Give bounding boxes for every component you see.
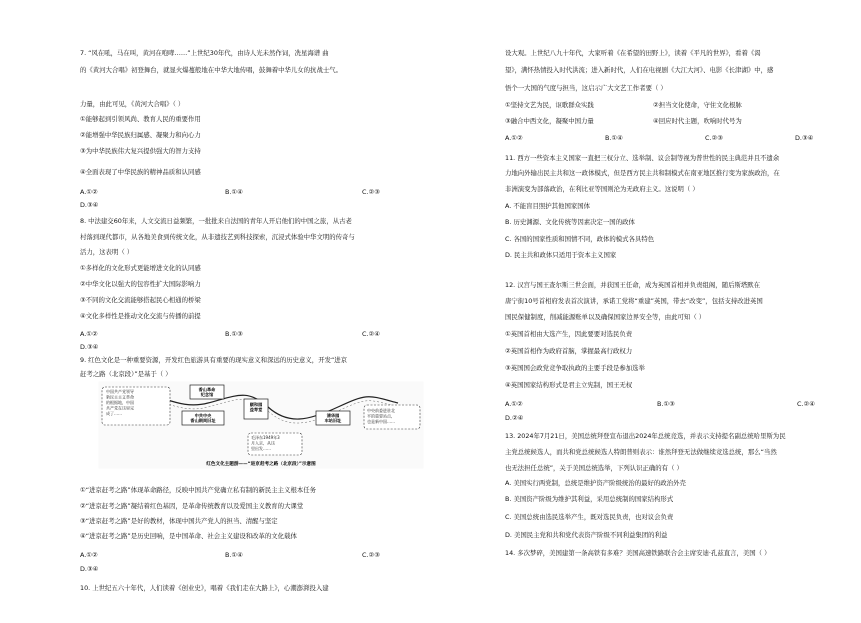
q10-option-d: D.③④ — [795, 134, 814, 142]
svg-text:颐和园益寿堂: 颐和园益寿堂 — [249, 402, 263, 412]
q12-item-4: ④英国国家结构形式是君主立宪制，国王无权 — [505, 381, 633, 389]
q10-option-a: A.①② — [505, 134, 523, 142]
q9-option-c: C.②③ — [362, 551, 380, 559]
q10-item-3: ③融合中西文化，凝聚中国力量 — [505, 117, 594, 125]
q9-item-4: ④“进京赶考之路”是历史回响，是中国革命、社会主义建设和改革的文化载体 — [80, 532, 297, 540]
q13-option-d: D. 美国民主党和共和党代表资产阶级不同利益集团的利益 — [505, 531, 668, 539]
q8-stem-2: 村落到现代都市，从各地美食到传统文化，从非遗技艺到科技探索，沉浸式体验中华文明的传奇与 — [80, 233, 355, 241]
q7-stem-2: 的《黄河大合唱》初登舞台，就显火爆蔓般地在中华大地传唱，鼓舞着中华儿女的抗战士气。 — [80, 66, 343, 74]
map-caption: 红色文化主题游——“进京赶考之路（北京段）”示意图 — [206, 462, 316, 467]
q8-option-b: B.①③ — [225, 330, 243, 338]
q7-option-b: B.①④ — [225, 188, 243, 196]
q8-option-a: A.①② — [80, 330, 98, 338]
q9-stem-1: 9. 红色文化是一种重要资源，开发红色旅游具有重要的现实意义和深远的历史意义，开发“进京 — [80, 356, 348, 364]
q9-item-3: ③“进京赶考之路”是好的教材，体现中国共产党人的担当、清醒与坚定 — [80, 517, 278, 525]
q10-option-c: C.②③ — [705, 134, 723, 142]
svg-text:清华园车站旧址: 清华园车站旧址 — [324, 413, 342, 423]
q12-stem-2: 唐宁街10号首相府发表首次演讲，承诺工党将“重建”英国，带去“改变”，包括支持改进英国 — [505, 297, 763, 305]
q10-item-2: ②担当文化使命，守住文化根脉 — [653, 101, 742, 109]
q7-item-2: ②能增强中华民族归属感、凝聚力和向心力 — [80, 131, 201, 139]
q7-stem-1: 7. “风在吼，马在叫，黄河在咆哮……”上世纪30年代，由诗人光未然作词，冼星海谱 曲 — [80, 49, 329, 57]
q7-option-c: C.②③ — [362, 188, 380, 196]
q12-option-a: A.①② — [505, 400, 523, 408]
q7-stem-3: 力量，由此可见，《黄河大合唱》（ ） — [80, 100, 185, 108]
q11-option-d: D. 民主共和政体只适用于资本主义国家 — [505, 251, 617, 259]
q14-stem-1: 14. 多次梦碎，美国建第一条高铁有多难？美国高速铁路联合会主席安迪·孔兹直言，美国（ ） — [505, 549, 771, 557]
q12-stem-1: 12. 汉宫与国王查尔斯三世会面，并获国王任命，成为英国首相并负责组阁，随后斯塔默在 — [505, 281, 761, 289]
q12-item-3: ③英国国会政党竞争取执政的主要手段是参加选举 — [505, 364, 645, 372]
q7-item-3: ③为中华民族伟大复兴提供强大的智力支持 — [80, 147, 201, 155]
q10-stem-2: 设大观。上世纪八九十年代，大家听着《在希望的田野上》，读着《平凡的世界》，看着《渴 — [505, 49, 761, 57]
q9-item-1: ①“进京赶考之路”体现革命路径，反映中国共产党确立私有制的新民主主义根本任务 — [80, 486, 317, 494]
q12-option-d: D.②④ — [505, 414, 524, 422]
q12-item-2: ②英国首相作为政府首脑，掌握最高行政权力 — [505, 347, 633, 355]
left-info-text: 中国共产党领导新民主主义革命的根据地，中国共产党在这里完成了…… — [106, 389, 134, 416]
q11-option-b: B. 历史渊源、文化传统等因素决定一国的政体 — [505, 218, 635, 226]
q10-stem-3: 望》，满怀热情投入时代洪流；进入新时代，人们在电视剧《大江大河》、电影《长津湖》中，感 — [505, 66, 774, 74]
q8-option-d: D.③④ — [80, 343, 99, 351]
q7-option-a: A.①② — [80, 188, 98, 196]
route-map-figure — [98, 381, 424, 469]
q10-stem-1: 10. 上世纪五六十年代，人们读着《创业史》，唱着《我们走在大路上》，心潮澎湃投入建 — [80, 584, 329, 592]
q11-stem-2: 力地向外输出民主共和这一政体模式，但是西方民主共和制模式在南亚地区推行变为家族政治，在 — [505, 169, 780, 177]
q10-option-b: B.①④ — [605, 134, 623, 142]
q13-stem-2: 主党总统候选人，而共和党总统候选人特朗普则表示：谁然拜登无法做继续竞选总统，那么“当然 — [505, 448, 777, 456]
q8-item-1: ①多样化的文化形式更能增进文化的认同感 — [80, 264, 201, 272]
q12-option-b: B.①③ — [657, 400, 675, 408]
q9-option-b: B.①④ — [225, 551, 243, 559]
q12-option-c: C.②④ — [797, 400, 815, 408]
q11-stem-3: 非洲演变为部落政治，在利比亚等国则沦为无政府主义。这说明（ ） — [505, 185, 699, 193]
q10-stem-4: 悟个一大国的气度与担当，这启示广大文艺工作者要（ ） — [505, 84, 667, 92]
q9-stem-2: 赶考之路（北京段）”是基于（ ） — [80, 370, 172, 378]
q8-option-c: C.②④ — [362, 330, 380, 338]
q7-option-d: D.③④ — [80, 201, 99, 209]
q9-item-2: ②“进京赶考之路”凝结着红色基因，是革命传统教育以及爱国主义教育的大课堂 — [80, 502, 304, 510]
q10-item-4: ④回应时代主题，吹响时代号为 — [653, 117, 742, 125]
svg-text:香山革命纪念馆: 香山革命纪念馆 — [198, 387, 216, 397]
q8-stem-1: 8. 中法建交60年来，人文交流日益频繁，一批批来自法国的青年人开启他们的中国之旅，从古老 — [80, 217, 352, 225]
q12-stem-3: 国民保健制度，削减能源账单以及确保国家边界安全等，由此可知（ ） — [505, 313, 706, 321]
q12-item-1: ①英国首相由大选产生，因此要要对选民负责 — [505, 330, 633, 338]
svg-text:中共中央香山期间旧址: 中共中央香山期间旧址 — [190, 413, 216, 423]
q7-item-1: ①能够起到引领风尚、教育人民的重要作用 — [80, 115, 201, 123]
q7-item-4: ④全面表现了中华民族的精神品质和认同感 — [80, 168, 201, 176]
q8-stem-3: 活力，这表明（ ） — [80, 248, 134, 256]
q13-stem-1: 13. 2024年7月21日，美国总统拜登宣布退出2024年总统竞选，并表示支持提名副总统哈里斯为民 — [505, 432, 786, 440]
q11-option-c: C. 各国的国家性质和国情不同，政体的模式各具特色 — [505, 235, 655, 243]
q13-option-c: C. 美国总统由选民选举产生，既对选民负责，也对议会负责 — [505, 513, 674, 521]
right-info-text: 中央前委进驻北平的重要站点，也是新中国…… — [367, 408, 395, 424]
q13-stem-3: 也无法担任总统”，关于美国总统选举，下列认识正确的有（ ） — [505, 464, 683, 472]
q8-item-2: ②中华文化以强大的包容性扩大国际影响力 — [80, 280, 201, 288]
q8-item-4: ④文化多样性是推动文化交流与传播的前提 — [80, 312, 201, 320]
q13-option-b: B. 美国资产阶级为维护其利益，采用总统制的国家结构形式 — [505, 495, 674, 503]
q10-item-1: ①坚持文艺为民，讴歌群众实践 — [505, 101, 594, 109]
q9-option-a: A.①② — [80, 551, 98, 559]
q9-option-d: D.③④ — [80, 565, 99, 573]
bottom-info-text: 毛泽东1949年3 月入京，从这里出发…… — [251, 435, 280, 451]
q11-option-a: A. 不能盲目照护其他国家国体 — [505, 202, 591, 210]
q11-stem-1: 11. 西方一些资本主义国家一直把三权分立、选举制、议会制等视为普世性的民主典范并且不遗余 — [505, 154, 780, 162]
q8-item-3: ③不同的文化交流能够搭起民心相通的桥梁 — [80, 296, 201, 304]
q13-option-a: A. 美国实行两党制，总统是维护资产阶级统治的最好的政治外壳 — [505, 479, 686, 487]
